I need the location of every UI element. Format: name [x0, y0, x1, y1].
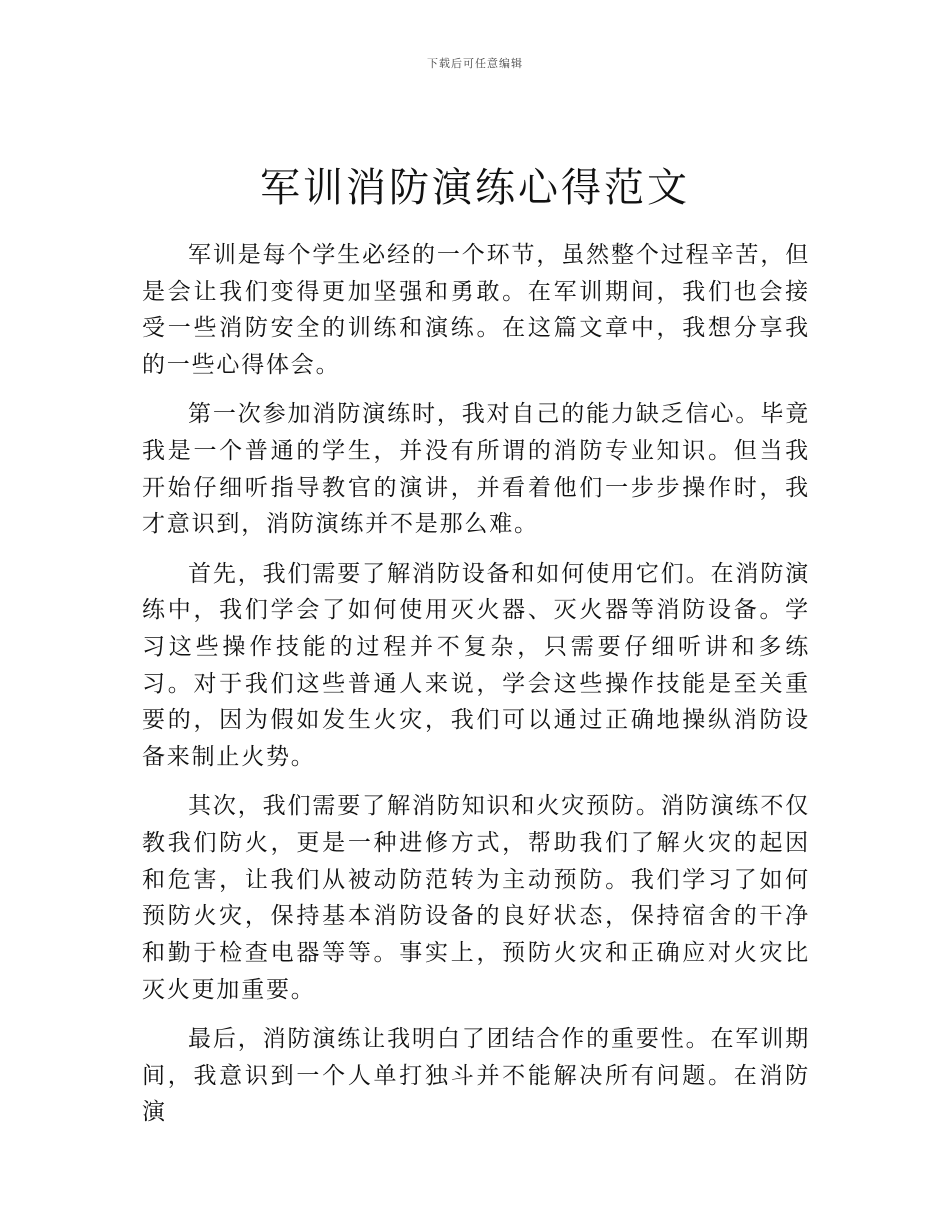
paragraph-4: 其次，我们需要了解消防知识和火灾预防。消防演练不仅教我们防火，更是一种进修方式，帮助我们了解火灾的起因和危害，让我们从被动防范转为主动预防。我们学习了如何预防火灾，保持基本消防设备的良好状态，保持宿舍的干净和勤于检查电器等等。事实上，预防火灾和正确应对火灾比灭火更加重要。 — [142, 793, 810, 1003]
paragraph-3: 首先，我们需要了解消防设备和如何使用它们。在消防演练中，我们学会了如何使用灭火器、灭火器等消防设备。学习这些操作技能的过程并不复杂，只需要仔细听讲和多练习。对于我们这些普通人来说，学会这些操作技能是至关重要的，因为假如发生火灾，我们可以通过正确地操纵消防设备来制止火势。 — [142, 560, 810, 771]
paragraph-5: 最后，消防演练让我明白了团结合作的重要性。在军训期间，我意识到一个人单打独斗并不能解决所有问题。在消防演 — [142, 1026, 810, 1126]
document-title: 军训消防演练心得范文 — [260, 165, 690, 211]
paragraph-1: 军训是每个学生必经的一个环节，虽然整个过程辛苦，但是会让我们变得更加坚强和勇敢。在军训期间，我们也会接受一些消防安全的训练和演练。在这篇文章中，我想分享我的一些心得体会。 — [142, 242, 810, 379]
page-header-note: 下载后可任意编辑 — [427, 57, 523, 70]
paragraph-2: 第一次参加消防演练时，我对自己的能力缺乏信心。毕竟我是一个普通的学生，并没有所谓的消防专业知识。但当我开始仔细听指导教官的演讲，并看着他们一步步操作时，我才意识到，消防演练并不是那么难。 — [142, 401, 810, 538]
document-body — [142, 237, 810, 1144]
